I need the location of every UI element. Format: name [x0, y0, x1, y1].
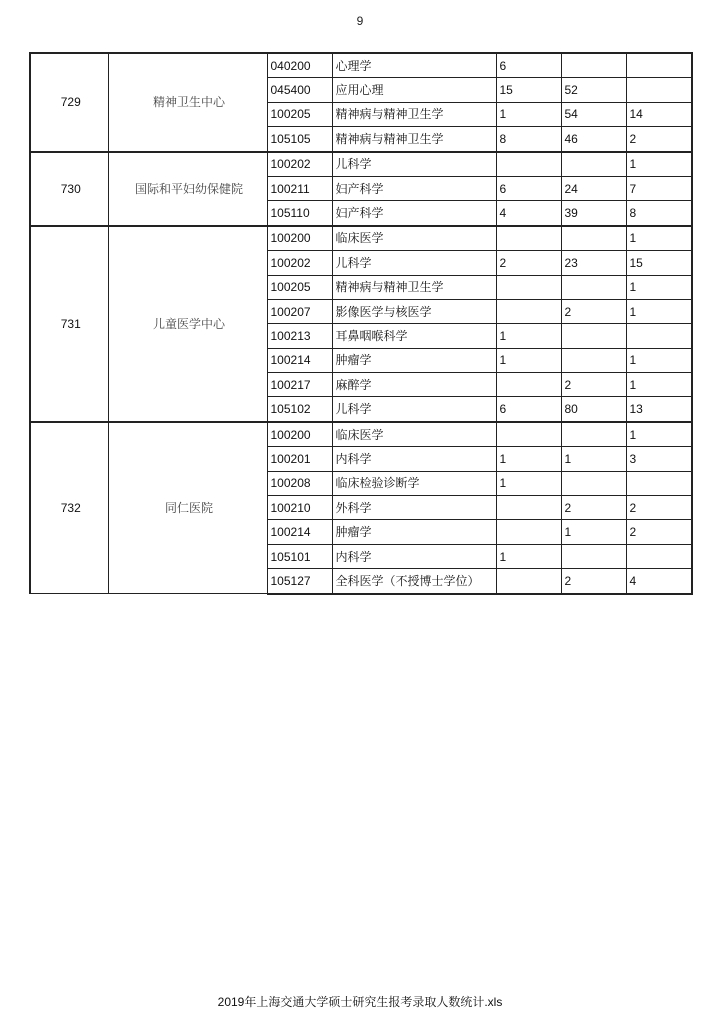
count-col3-cell: 2 [626, 496, 692, 520]
major-name-cell: 临床医学 [332, 422, 496, 447]
count-col2-cell [561, 422, 626, 447]
major-code-cell: 100207 [267, 299, 332, 323]
unit-name-cell: 精神卫生中心 [108, 53, 267, 152]
count-col1-cell: 1 [496, 544, 561, 568]
count-col2-cell: 80 [561, 397, 626, 422]
count-col3-cell: 15 [626, 251, 692, 275]
unit-name-cell: 儿童医学中心 [108, 226, 267, 422]
count-col2-cell: 24 [561, 176, 626, 200]
count-col2-cell: 2 [561, 569, 626, 594]
major-name-cell: 临床检验诊断学 [332, 471, 496, 495]
count-col3-cell: 4 [626, 569, 692, 594]
count-col1-cell: 6 [496, 397, 561, 422]
major-name-cell: 精神病与精神卫生学 [332, 127, 496, 152]
count-col3-cell: 1 [626, 348, 692, 372]
major-code-cell: 105102 [267, 397, 332, 422]
count-col1-cell: 1 [496, 324, 561, 348]
count-col3-cell: 1 [626, 373, 692, 397]
admissions-table [29, 52, 693, 595]
count-col3-cell [626, 471, 692, 495]
count-col1-cell [496, 373, 561, 397]
count-col3-cell [626, 544, 692, 568]
major-code-cell: 105101 [267, 544, 332, 568]
major-name-cell: 临床医学 [332, 226, 496, 251]
major-code-cell: 045400 [267, 78, 332, 102]
count-col1-cell: 1 [496, 447, 561, 471]
major-code-cell: 100205 [267, 102, 332, 126]
major-code-cell: 100200 [267, 422, 332, 447]
count-col3-cell: 7 [626, 176, 692, 200]
major-name-cell: 妇产科学 [332, 176, 496, 200]
count-col1-cell: 1 [496, 471, 561, 495]
count-col3-cell: 1 [626, 226, 692, 251]
count-col2-cell: 46 [561, 127, 626, 152]
count-col2-cell [561, 275, 626, 299]
count-col3-cell: 1 [626, 152, 692, 177]
count-col2-cell [561, 471, 626, 495]
count-col2-cell: 2 [561, 496, 626, 520]
major-name-cell: 精神病与精神卫生学 [332, 275, 496, 299]
major-code-cell: 100217 [267, 373, 332, 397]
count-col2-cell: 2 [561, 299, 626, 323]
unit-name-cell: 国际和平妇幼保健院 [108, 152, 267, 226]
major-name-cell: 麻醉学 [332, 373, 496, 397]
count-col1-cell: 8 [496, 127, 561, 152]
count-col2-cell [561, 226, 626, 251]
unit-name-cell: 同仁医院 [108, 422, 267, 594]
count-col2-cell [561, 152, 626, 177]
count-col3-cell [626, 78, 692, 102]
unit-code-cell: 729 [30, 53, 108, 152]
major-name-cell: 全科医学（不授博士学位） [332, 569, 496, 594]
major-name-cell: 应用心理 [332, 78, 496, 102]
count-col2-cell: 1 [561, 447, 626, 471]
table-row [30, 53, 692, 78]
table-row [30, 152, 692, 177]
count-col2-cell [561, 53, 626, 78]
count-col2-cell: 39 [561, 201, 626, 226]
major-code-cell: 100214 [267, 520, 332, 544]
major-name-cell: 儿科学 [332, 397, 496, 422]
table-body [30, 53, 692, 594]
major-name-cell: 妇产科学 [332, 201, 496, 226]
major-code-cell: 100202 [267, 152, 332, 177]
major-code-cell: 100201 [267, 447, 332, 471]
major-name-cell: 肿瘤学 [332, 348, 496, 372]
count-col3-cell: 1 [626, 299, 692, 323]
major-code-cell: 040200 [267, 53, 332, 78]
count-col1-cell: 4 [496, 201, 561, 226]
count-col1-cell: 1 [496, 348, 561, 372]
major-name-cell: 心理学 [332, 53, 496, 78]
major-code-cell: 100214 [267, 348, 332, 372]
count-col1-cell: 1 [496, 102, 561, 126]
footer-filename: 2019年上海交通大学硕士研究生报考录取人数统计.xls [217, 995, 503, 1009]
unit-code-cell: 732 [30, 422, 108, 594]
count-col1-cell [496, 422, 561, 447]
major-code-cell: 105105 [267, 127, 332, 152]
unit-code-cell: 731 [30, 226, 108, 422]
count-col1-cell [496, 496, 561, 520]
count-col1-cell [496, 226, 561, 251]
major-name-cell: 耳鼻咽喉科学 [332, 324, 496, 348]
count-col3-cell: 2 [626, 520, 692, 544]
major-code-cell: 100200 [267, 226, 332, 251]
major-code-cell: 100210 [267, 496, 332, 520]
count-col3-cell: 2 [626, 127, 692, 152]
major-name-cell: 儿科学 [332, 152, 496, 177]
page-number: 9 [356, 14, 364, 28]
major-name-cell: 精神病与精神卫生学 [332, 102, 496, 126]
count-col1-cell [496, 152, 561, 177]
major-code-cell: 100208 [267, 471, 332, 495]
table-row [30, 226, 692, 251]
major-code-cell: 100202 [267, 251, 332, 275]
count-col2-cell [561, 324, 626, 348]
count-col2-cell [561, 348, 626, 372]
count-col3-cell: 3 [626, 447, 692, 471]
count-col2-cell: 2 [561, 373, 626, 397]
count-col2-cell [561, 544, 626, 568]
count-col1-cell: 15 [496, 78, 561, 102]
count-col1-cell [496, 299, 561, 323]
count-col1-cell: 6 [496, 176, 561, 200]
major-name-cell: 儿科学 [332, 251, 496, 275]
major-code-cell: 100205 [267, 275, 332, 299]
count-col3-cell: 1 [626, 422, 692, 447]
count-col3-cell [626, 53, 692, 78]
major-name-cell: 影像医学与核医学 [332, 299, 496, 323]
major-name-cell: 内科学 [332, 447, 496, 471]
unit-code-cell: 730 [30, 152, 108, 226]
count-col3-cell: 1 [626, 275, 692, 299]
count-col3-cell: 14 [626, 102, 692, 126]
count-col3-cell: 8 [626, 201, 692, 226]
major-code-cell: 105127 [267, 569, 332, 594]
count-col2-cell: 52 [561, 78, 626, 102]
count-col3-cell: 13 [626, 397, 692, 422]
count-col1-cell [496, 569, 561, 594]
count-col3-cell [626, 324, 692, 348]
count-col1-cell: 6 [496, 53, 561, 78]
table-row [30, 422, 692, 447]
count-col1-cell: 2 [496, 251, 561, 275]
count-col2-cell: 54 [561, 102, 626, 126]
major-name-cell: 外科学 [332, 496, 496, 520]
major-code-cell: 100213 [267, 324, 332, 348]
count-col2-cell: 1 [561, 520, 626, 544]
major-code-cell: 100211 [267, 176, 332, 200]
count-col1-cell [496, 275, 561, 299]
major-code-cell: 105110 [267, 201, 332, 226]
major-name-cell: 肿瘤学 [332, 520, 496, 544]
major-name-cell: 内科学 [332, 544, 496, 568]
count-col2-cell: 23 [561, 251, 626, 275]
count-col1-cell [496, 520, 561, 544]
